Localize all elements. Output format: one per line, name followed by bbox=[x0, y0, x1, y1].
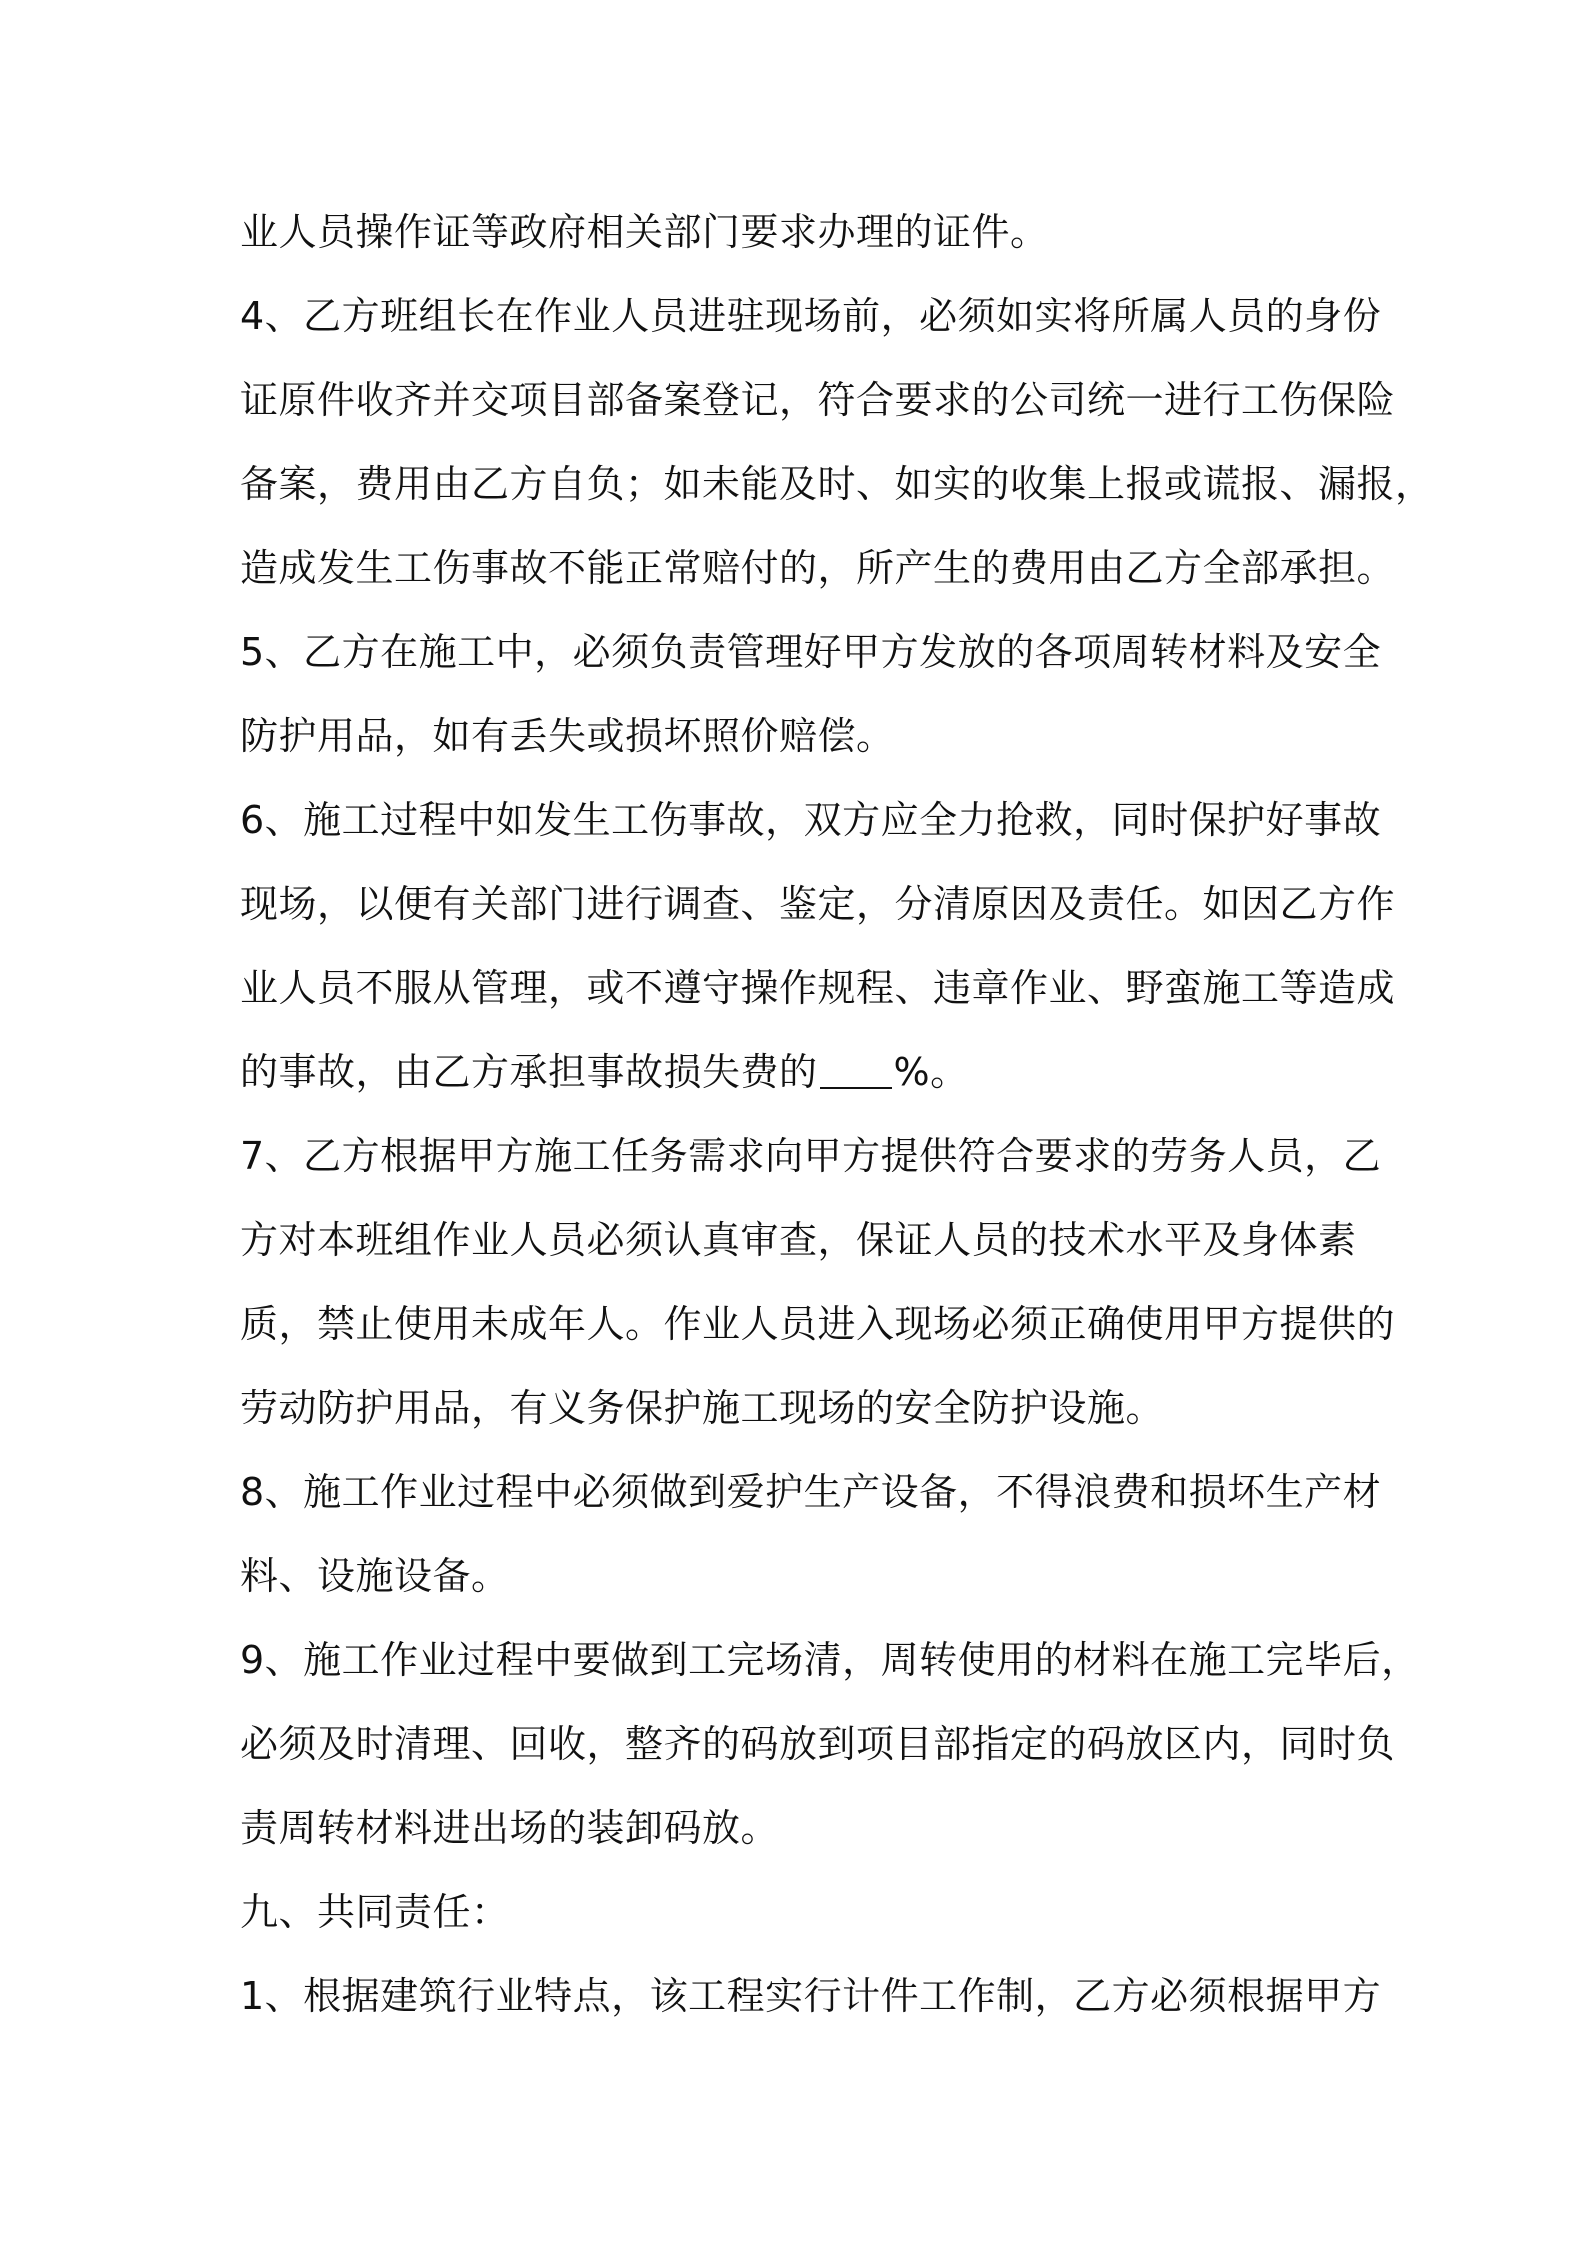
text-line: 业人员操作证等政府相关部门要求办理的证件。 bbox=[240, 210, 1049, 254]
text-line: 劳动防护用品，有义务保护施工现场的安全防护设施。 bbox=[240, 1386, 1165, 1430]
text-line: 料、设施设备。 bbox=[240, 1554, 510, 1598]
text-line: 6、施工过程中如发生工伤事故，双方应全力抢救，同时保护好事故 bbox=[240, 798, 1382, 842]
contract-text-block bbox=[240, 190, 1434, 2038]
text-line: 质，禁止使用未成年人。作业人员进入现场必须正确使用甲方提供的 bbox=[240, 1302, 1396, 1346]
text-fragment: %。 bbox=[893, 1050, 969, 1094]
text-line: 7、乙方根据甲方施工任务需求向甲方提供符合要求的劳务人员，乙 bbox=[240, 1134, 1382, 1178]
text-line: 责周转材料进出场的装卸码放。 bbox=[240, 1806, 780, 1850]
text-line: 5、乙方在施工中，必须负责管理好甲方发放的各项周转材料及安全 bbox=[240, 630, 1382, 674]
text-line: 1、根据建筑行业特点，该工程实行计件工作制，乙方必须根据甲方 bbox=[240, 1974, 1382, 2018]
text-line: 现场，以便有关部门进行调查、鉴定，分清原因及责任。如因乙方作 bbox=[240, 882, 1396, 926]
text-line-with-blank bbox=[240, 1030, 1360, 1114]
text-line: 造成发生工伤事故不能正常赔付的，所产生的费用由乙方全部承担。 bbox=[240, 546, 1396, 590]
section-heading: 九、共同责任： bbox=[240, 1890, 510, 1934]
text-line: 备案，费用由乙方自负；如未能及时、如实的收集上报或谎报、漏报， bbox=[240, 462, 1434, 506]
text-fragment: 的事故，由乙方承担事故损失费的 bbox=[240, 1050, 818, 1094]
text-line: 8、施工作业过程中必须做到爱护生产设备，不得浪费和损坏生产材 bbox=[240, 1470, 1382, 1514]
text-line: 9、施工作业过程中要做到工完场清，周转使用的材料在施工完毕后， bbox=[240, 1638, 1420, 1682]
text-line: 防护用品，如有丢失或损坏照价赔偿。 bbox=[240, 714, 895, 758]
text-line: 证原件收齐并交项目部备案登记，符合要求的公司统一进行工伤保险 bbox=[240, 378, 1396, 422]
fill-in-blank bbox=[820, 1051, 892, 1089]
text-line: 业人员不服从管理，或不遵守操作规程、违章作业、野蛮施工等造成 bbox=[240, 966, 1396, 1010]
text-line: 方对本班组作业人员必须认真审查，保证人员的技术水平及身体素 bbox=[240, 1218, 1357, 1262]
text-line: 必须及时清理、回收，整齐的码放到项目部指定的码放区内，同时负 bbox=[240, 1722, 1396, 1766]
text-line: 4、乙方班组长在作业人员进驻现场前，必须如实将所属人员的身份 bbox=[240, 294, 1382, 338]
